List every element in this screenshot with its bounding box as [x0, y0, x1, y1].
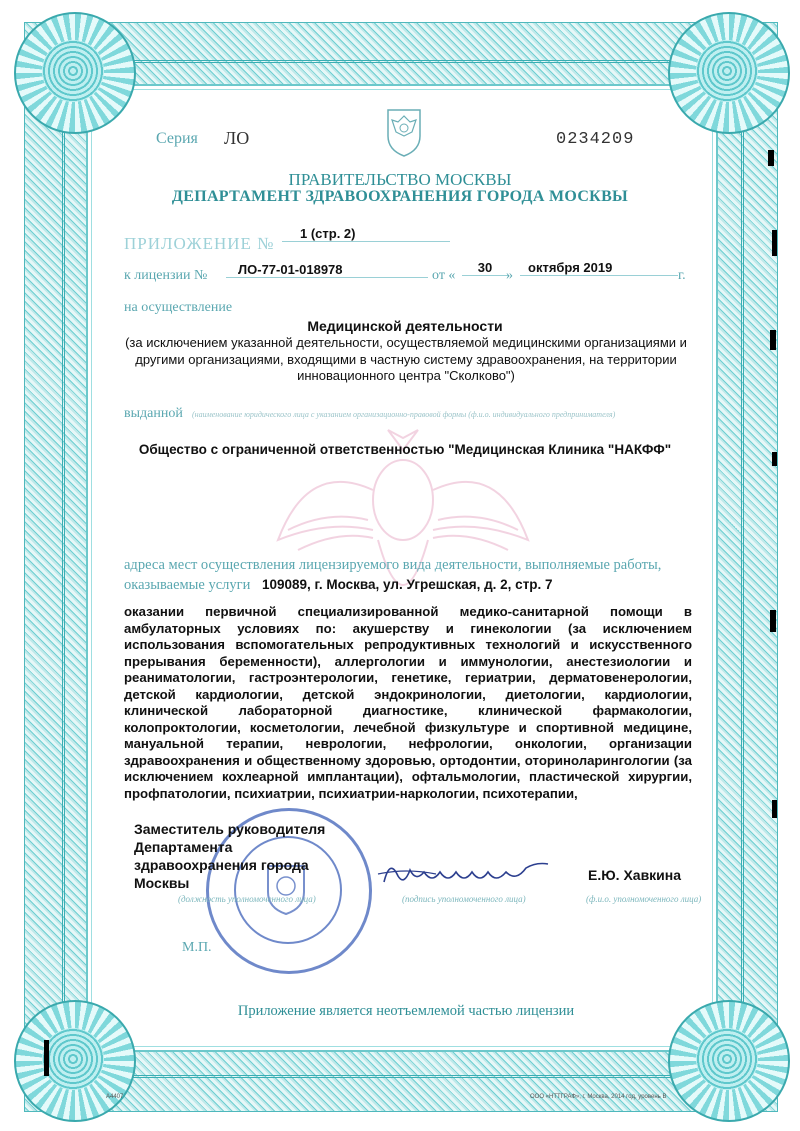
appendix-footer-note: Приложение является неотъемлемой частью лицензии [237, 1003, 575, 1019]
org-title-line2: ДЕПАРТАМЕНТ ЗДРАВООХРАНЕНИЯ ГОРОДА МОСКВЫ [171, 188, 629, 205]
signatory-position: Заместитель руководителя Департамента здравоохранения города Москвы [134, 821, 326, 891]
license-label: к лицензии № [124, 268, 208, 283]
name-hint: (ф.и.о. уполномоченного лица) [586, 894, 702, 904]
form-number: 0234209 [556, 130, 635, 149]
form-code: А4407 [106, 1094, 124, 1100]
scan-mark [768, 150, 774, 166]
license-number: ЛО-77-01-018978 [226, 262, 428, 278]
series-value: ЛО [224, 128, 250, 148]
activity-note: (за исключением указанной деятельности, осуществляемой медицинскими организациями и другими организациями, входящими в частную систему здравоохранения, на территории инновационного центра "Сколково") [125, 335, 687, 383]
position-hint: (должность уполномоченного лица) [178, 894, 316, 904]
corner-rosette-top-right [668, 12, 790, 134]
activity-title: Медицинской деятельности [307, 318, 503, 334]
date-close-quote: » [506, 268, 513, 283]
signature-hint: (подпись уполномоченного лица) [402, 894, 526, 904]
scan-mark [770, 610, 776, 632]
date-from-label: от « [432, 268, 456, 283]
seal-place-label: М.П. [182, 940, 212, 955]
issued-label: выданной [124, 406, 183, 421]
address-value: 109089, г. Москва, ул. Угрешская, д. 2, стр. 7 [262, 577, 553, 592]
corner-rosette-top-left [14, 12, 136, 134]
appendix-value: 1 (стр. 2) [282, 226, 450, 242]
activity-label: на осуществление [124, 300, 233, 315]
scan-mark [772, 800, 777, 818]
appendix-label: ПРИЛОЖЕНИЕ № [124, 234, 275, 253]
date-month-year: октября 2019 [520, 260, 678, 276]
printer-info: ООО «НТТГРАФ», г. Москва, 2014 год, уровень В [530, 1094, 667, 1100]
coat-of-arms-icon [384, 106, 424, 158]
services-text: оказании первичной специализированной медико-санитарной помощи в амбулаторных условиях по: акушерству и гинекологии (за исключением использования вспомогательных репродуктивных технологий и искусственного прерывания беременности), аллергологии и иммунологии, анестезиологии и реаниматологии, гастроэнтерологии, генетике, гериатрии, дерматовенерологии, детской кардиологии, детской эндокринологии, диетологии, кардиологии, клинической лабораторной диагностике, клинической фармакологии, колопроктологии, косметологии, лечебной физкультуре и спортивной медицине, мануальной терапии, неврологии, нефрологии, онкологии, организации здравоохранения и общественному здоровью, ортодонтии, оториноларингологии (за исключением кохлеарной имплантации), офтальмологии, пластической хирургии, профпатологии, психиатрии, психиатрии-наркологии, психотерапии, [124, 604, 692, 801]
address-label-line1: адреса мест осуществления лицензируемого вида деятельности, выполняемые работы, [124, 557, 662, 573]
signatory-name: Е.Ю. Хавкина [588, 867, 682, 883]
date-day: 30 [462, 260, 508, 276]
scan-mark [772, 230, 777, 256]
issued-organization: Общество с ограниченной ответственностью "Медицинская Клиника "НАКФФ" [138, 442, 672, 457]
issued-hint: (наименование юридического лица с указанием организационно-правовой формы (ф.и.о. индивидуального предпринимателя) [192, 410, 616, 419]
address-label-line2: оказываемые услуги [124, 577, 251, 593]
scan-mark [44, 1040, 49, 1076]
handwritten-signature [376, 852, 556, 892]
series-label: Серия [156, 130, 198, 147]
org-title-line1: ПРАВИТЕЛЬСТВО МОСКВЫ [288, 170, 512, 189]
year-suffix: г. [678, 268, 686, 283]
